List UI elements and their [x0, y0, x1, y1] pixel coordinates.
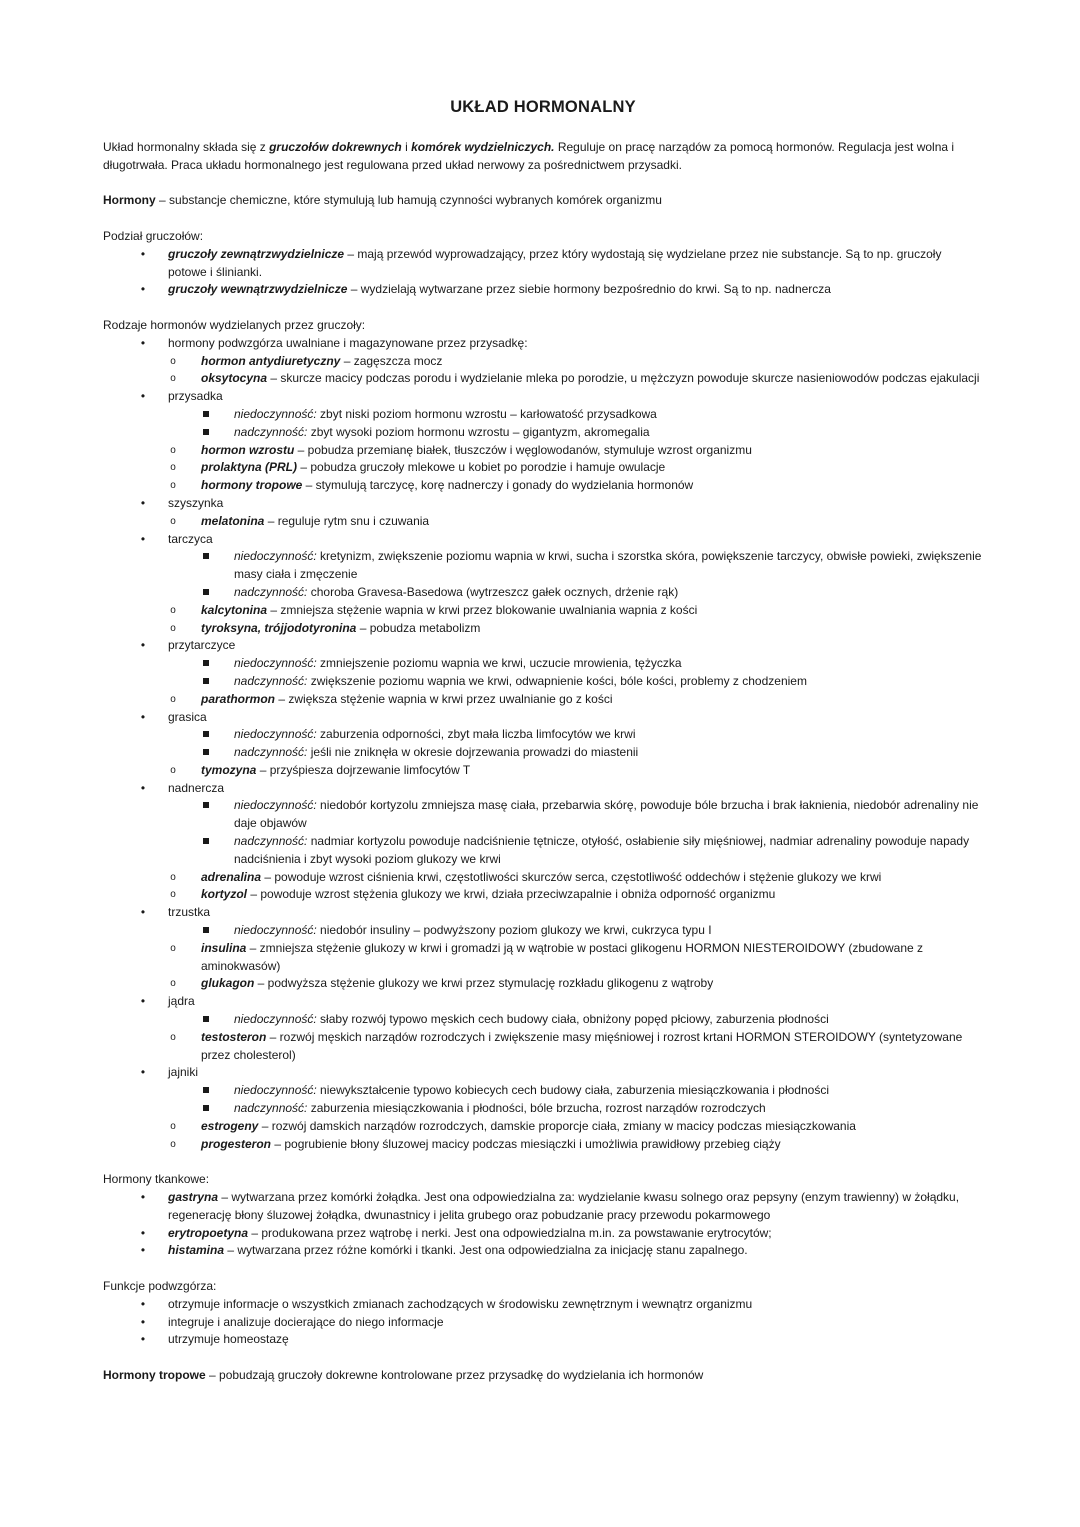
hormone-item: o insulina – zmniejsza stężenie glukozy w krwi i gromadzi ją w wątrobie w postaci glikogenu HORMON NIESTEROIDOWY (zbudowane z aminokwasów): [168, 940, 983, 976]
bullet-icon: •: [140, 780, 146, 795]
hormone-item: o kalcytonina – zmniejsza stężenie wapnia w krwi przez blokowanie uwalniania wapnia z kości: [168, 602, 983, 620]
gland-tarczyca: • tarczyca niedoczynność: kretynizm, zwiększenie poziomu wapnia w krwi, sucha i szorstka skóra, powiększenie tarczycy, obwisłe powieki, zwiększenie masy ciała i zmęczenie nadczynność: choroba Gravesa-Basedowa (wytrzeszcz gałek ocznych, drżenie rąk) o kalcytonina – zmniejsza stężenie wapnia w krwi przez blokowanie uwalniania wapnia z kości o tyroksyna, trójjodotyronina – pobudza metabolizm: [103, 531, 983, 638]
hormone-item: o oksytocyna – skurcze macicy podczas porodu i wydzielanie mleka po porodzie, u mężczyzn powoduje skurcze nasieniowodów podczas ejakulacji: [168, 370, 983, 388]
circle-bullet-icon: o: [170, 764, 176, 776]
circle-bullet-icon: o: [170, 693, 176, 705]
rodzaje-list: [103, 335, 983, 1154]
hormone-item: o estrogeny – rozwój damskich narządów rozrodczych, damskie proporcje ciała, zmiany w macicy podczas miesiączkowania: [168, 1118, 983, 1136]
list-item: • otrzymuje informacje o wszystkich zmianach zachodzących w środowisku zewnętrznym i wewnątrz organizmu: [103, 1296, 983, 1314]
square-bullet-icon: [203, 1016, 209, 1022]
circle-bullet-icon: o: [170, 355, 176, 367]
list-item: • erytropoetyna – produkowana przez wątrobę i nerki. Jest ona odpowiedzialna m.in. za powstawanie erytrocytów;: [103, 1225, 983, 1243]
bullet-icon: •: [140, 335, 146, 350]
bullet-icon: •: [140, 531, 146, 546]
circle-bullet-icon: o: [170, 871, 176, 883]
square-bullet-icon: [203, 589, 209, 595]
gland-szyszynka: • szyszynka o melatonina – reguluje rytm snu i czuwania: [103, 495, 983, 531]
hormone-item: o progesteron – pogrubienie błony śluzowej macicy podczas miesiączki i umożliwia prawidłowy przebieg ciąży: [168, 1136, 983, 1154]
disorder-item: nadczynność: jeśli nie zniknęła w okresie dojrzewania prowadzi do miastenii: [201, 744, 983, 762]
disorder-item: nadczynność: zaburzenia miesiączkowania i płodności, bóle brzucha, rozrost narządów rozrodczych: [201, 1100, 983, 1118]
tkankowe-heading: Hormony tkankowe:: [103, 1172, 210, 1187]
square-bullet-icon: [203, 1087, 209, 1093]
circle-bullet-icon: o: [170, 889, 176, 901]
square-bullet-icon: [203, 838, 209, 844]
hormone-item: o hormon antydiuretyczny – zagęszcza mocz: [168, 353, 983, 371]
square-bullet-icon: [203, 429, 209, 435]
hormone-item: o adrenalina – powoduje wzrost ciśnienia krwi, częstotliwości skurczów serca, częstotliwość oddechów i stężenie glukozy we krwi: [168, 869, 983, 887]
intro-paragraph: Układ hormonalny składa się z gruczołów dokrewnych i komórek wydzielniczych. Reguluje on pracę narządów za pomocą hormonów. Regulacja jest wolna i długotrwała. Praca układu hormonalnego jest regulowana przed układ nerwowy za pośrednictwem przysadki.: [103, 140, 955, 172]
hormone-item: o testosteron – rozwój męskich narządów rozrodczych i zwiększenie masy mięśniowej i rozrost krtani HORMON STEROIDOWY (syntetyzowane przez cholesterol): [168, 1029, 983, 1065]
disorder-item: nadczynność: nadmiar kortyzolu powoduje nadciśnienie tętnicze, otyłość, osłabienie siły mięśniowej, nadmiar adrenaliny powoduje napady nadciśnienia i zbyt wysoki poziom glukozy we krwi: [201, 833, 983, 869]
square-bullet-icon: [203, 678, 209, 684]
square-bullet-icon: [203, 927, 209, 933]
hormone-item: o kortyzol – powoduje wzrost stężenia glukozy we krwi, działa przeciwzapalnie i obniża odporność organizmu: [168, 886, 983, 904]
disorder-item: niedoczynność: kretynizm, zwiększenie poziomu wapnia w krwi, sucha i szorstka skóra, powiększenie tarczycy, obwisłe powieki, zwiększenie masy ciała i zmęczenie: [201, 548, 983, 584]
hormone-item: o prolaktyna (PRL) – pobudza gruczoły mlekowe u kobiet po porodzie i hamuje owulacje: [168, 459, 983, 477]
circle-bullet-icon: o: [170, 373, 176, 385]
bullet-icon: •: [140, 1065, 146, 1080]
square-bullet-icon: [203, 660, 209, 666]
circle-bullet-icon: o: [170, 1120, 176, 1132]
circle-bullet-icon: o: [170, 462, 176, 474]
bullet-icon: •: [140, 389, 146, 404]
hormone-item: o tymozyna – przyśpiesza dojrzewanie limfocytów T: [168, 762, 983, 780]
disorder-item: niedoczynność: niedobór insuliny – podwyższony poziom glukozy we krwi, cukrzyca typu I: [201, 922, 983, 940]
bullet-icon: •: [140, 994, 146, 1009]
bullet-icon: •: [140, 1225, 146, 1240]
gland-nadnercza: • nadnercza niedoczynność: niedobór kortyzolu zmniejsza masę ciała, przebarwia skórę, powoduje bóle brzucha i brak łaknienia, niedobór adrenaliny nie daje objawów nadczynność: nadmiar kortyzolu powoduje nadciśnienie tętnicze, otyłość, osłabienie siły mięśniowej, nadmiar adrenaliny powoduje napady nadciśnienia i zbyt wysoki poziom glukozy we krwi o adrenalina – powoduje wzrost ciśnienia krwi, częstotliwości skurczów serca, częstotliwość oddechów i stężenie glukozy we krwi o kortyzol – powoduje wzrost stężenia glukozy we krwi, działa przeciwzapalnie i obniża odporność organizmu: [103, 780, 983, 905]
circle-bullet-icon: o: [170, 1138, 176, 1150]
funkcje-list: [103, 1296, 983, 1349]
square-bullet-icon: [203, 731, 209, 737]
bullet-icon: •: [140, 1243, 146, 1258]
bullet-icon: •: [140, 495, 146, 510]
circle-bullet-icon: o: [170, 622, 176, 634]
circle-bullet-icon: o: [170, 942, 176, 954]
funkcje-heading: Funkcje podwzgórza:: [103, 1279, 217, 1293]
square-bullet-icon: [203, 1105, 209, 1111]
disorder-item: niedoczynność: zaburzenia odporności, zbyt mała liczba limfocytów we krwi: [201, 726, 983, 744]
bullet-icon: •: [140, 709, 146, 724]
disorder-item: nadczynność: choroba Gravesa-Basedowa (wytrzeszcz gałek ocznych, drżenie rąk): [201, 584, 983, 602]
document-page: [103, 96, 983, 1385]
bullet-icon: •: [140, 1332, 146, 1347]
list-item: • integruje i analizuje docierające do niego informacje: [103, 1314, 983, 1332]
square-bullet-icon: [203, 411, 209, 417]
bullet-icon: •: [140, 1314, 146, 1329]
disorder-item: niedoczynność: zmniejszenie poziomu wapnia we krwi, uczucie mrowienia, tężyczka: [201, 655, 983, 673]
tropowe-definition: Hormony tropowe – pobudzają gruczoły dokrewne kontrolowane przez przysadkę do wydzielania ich hormonów: [103, 1367, 704, 1382]
circle-bullet-icon: o: [170, 604, 176, 616]
square-bullet-icon: [203, 749, 209, 755]
hormone-item: o melatonina – reguluje rytm snu i czuwania: [168, 513, 983, 531]
list-item: • gastryna – wytwarzana przez komórki żołądka. Jest ona odpowiedzialna za: wydzielanie kwasu solnego oraz pepsyny (enzym trawienny) w żołądku, regenerację błony śluzowej żołądka, dwunastnicy i jelita grubego oraz pobudzanie pracy przewodu pokarmowego: [103, 1189, 983, 1225]
hormone-item: o hormony tropowe – stymulują tarczycę, korę nadnerczy i gonady do wydzielania hormonów: [168, 477, 983, 495]
square-bullet-icon: [203, 553, 209, 559]
gland-przysadka: • przysadka niedoczynność: zbyt niski poziom hormonu wzrostu – karłowatość przysadkowa nadczynność: zbyt wysoki poziom hormonu wzrostu – gigantyzm, akromegalia o hormon wzrostu – pobudza przemianę białek, tłuszczów i węglowodanów, stymuluje wzrost organizmu o prolaktyna (PRL) – pobudza gruczoły mlekowe u kobiet po porodzie i hamuje owulacje o hormony tropowe – stymulują tarczycę, korę nadnerczy i gonady do wydzielania hormonów: [103, 388, 983, 495]
disorder-item: niedoczynność: niewykształcenie typowo kobiecych cech budowy ciała, zaburzenia miesiączkowania i płodności: [201, 1082, 983, 1100]
disorder-item: nadczynność: zwiększenie poziomu wapnia we krwi, odwapnienie kości, bóle kości, problemy z chodzeniem: [201, 673, 983, 691]
gland-jadra: • jądra niedoczynność: słaby rozwój typowo męskich cech budowy ciała, obniżony popęd płciowy, zaburzenia płodności o testosteron – rozwój męskich narządów rozrodczych i zwiększenie masy mięśniowej i rozrost krtani HORMON STEROIDOWY (syntetyzowane przez cholesterol): [103, 993, 983, 1064]
page-title: UKŁAD HORMONALNY: [450, 98, 636, 116]
list-item: • utrzymuje homeostazę: [103, 1331, 983, 1349]
list-item: • gruczoły wewnątrzwydzielnicze – wydzielają wytwarzane przez siebie hormony bezpośrednio do krwi. Są to np. nadnercza: [103, 281, 983, 299]
disorder-item: niedoczynność: słaby rozwój typowo męskich cech budowy ciała, obniżony popęd płciowy, zaburzenia płodności: [201, 1011, 983, 1029]
circle-bullet-icon: o: [170, 978, 176, 990]
gland-przytarczyce: • przytarczyce niedoczynność: zmniejszenie poziomu wapnia we krwi, uczucie mrowienia, tężyczka nadczynność: zwiększenie poziomu wapnia we krwi, odwapnienie kości, bóle kości, problemy z chodzeniem o parathormon – zwiększa stężenie wapnia w krwi przez uwalnianie go z kości: [103, 637, 983, 708]
tkankowe-list: [103, 1189, 983, 1260]
bullet-icon: •: [140, 638, 146, 653]
circle-bullet-icon: o: [170, 515, 176, 527]
bullet-icon: •: [140, 1190, 146, 1205]
list-item: • gruczoły zewnątrzwydzielnicze – mają przewód wyprowadzający, przez który wydostają się wydzielane przez nie substancje. Są to np. gruczoły potowe i ślinianki.: [103, 246, 983, 282]
gland-grasica: • grasica niedoczynność: zaburzenia odporności, zbyt mała liczba limfocytów we krwi nadczynność: jeśli nie zniknęła w okresie dojrzewania prowadzi do miastenii o tymozyna – przyśpiesza dojrzewanie limfocytów T: [103, 709, 983, 780]
bullet-icon: •: [140, 1296, 146, 1311]
circle-bullet-icon: o: [170, 444, 176, 456]
list-item: • histamina – wytwarzana przez różne komórki i tkanki. Jest ona odpowiedzialna za inicjację stanu zapalnego.: [103, 1242, 983, 1260]
podzial-list: [103, 246, 983, 299]
hormony-definition: Hormony – substancje chemiczne, które stymulują lub hamują czynności wybranych komórek organizmu: [103, 193, 662, 208]
circle-bullet-icon: o: [170, 480, 176, 492]
disorder-item: nadczynność: zbyt wysoki poziom hormonu wzrostu – gigantyzm, akromegalia: [201, 424, 983, 442]
gland-jajniki: • jajniki niedoczynność: niewykształcenie typowo kobiecych cech budowy ciała, zaburzenia miesiączkowania i płodności nadczynność: zaburzenia miesiączkowania i płodności, bóle brzucha, rozrost narządów rozrodczych o estrogeny – rozwój damskich narządów rozrodczych, damskie proporcje ciała, zmiany w macicy podczas miesiączkowania o progesteron – pogrubienie błony śluzowej macicy podczas miesiączki i umożliwia prawidłowy przebieg ciąży: [103, 1064, 983, 1153]
bullet-icon: •: [140, 282, 146, 297]
hormone-item: o parathormon – zwiększa stężenie wapnia w krwi przez uwalnianie go z kości: [168, 691, 983, 709]
rodzaje-heading: Rodzaje hormonów wydzielanych przez gruczoły:: [103, 317, 366, 332]
disorder-item: niedoczynność: zbyt niski poziom hormonu wzrostu – karłowatość przysadkowa: [201, 406, 983, 424]
bullet-icon: •: [140, 246, 146, 261]
hormone-item: o tyroksyna, trójjodotyronina – pobudza metabolizm: [168, 620, 983, 638]
gland-trzustka: • trzustka niedoczynność: niedobór insuliny – podwyższony poziom glukozy we krwi, cukrzyca typu I o insulina – zmniejsza stężenie glukozy w krwi i gromadzi ją w wątrobie w postaci glikogenu HORMON NIESTEROIDOWY (zbudowane z aminokwasów) o glukagon – podwyższa stężenie glukozy we krwi przez stymulację rozkładu glikogenu z wątroby: [103, 904, 983, 993]
podzial-heading: Podział gruczołów:: [103, 228, 204, 243]
circle-bullet-icon: o: [170, 1031, 176, 1043]
square-bullet-icon: [203, 802, 209, 808]
disorder-item: niedoczynność: niedobór kortyzolu zmniejsza masę ciała, przebarwia skórę, powoduje bóle brzucha i brak łaknienia, niedobór adrenaliny nie daje objawów: [201, 797, 983, 833]
hormone-item: o hormon wzrostu – pobudza przemianę białek, tłuszczów i węglowodanów, stymuluje wzrost organizmu: [168, 442, 983, 460]
hormone-item: o glukagon – podwyższa stężenie glukozy we krwi przez stymulację rozkładu glikogenu z wątroby: [168, 975, 983, 993]
gland-podwzgorze: • hormony podwzgórza uwalniane i magazynowane przez przysadkę: o hormon antydiuretyczny – zagęszcza mocz o oksytocyna – skurcze macicy podczas porodu i wydzielanie mleka po porodzie, u mężczyzn powoduje skurcze nasieniowodów podczas ejakulacji: [103, 335, 983, 388]
bullet-icon: •: [140, 905, 146, 920]
